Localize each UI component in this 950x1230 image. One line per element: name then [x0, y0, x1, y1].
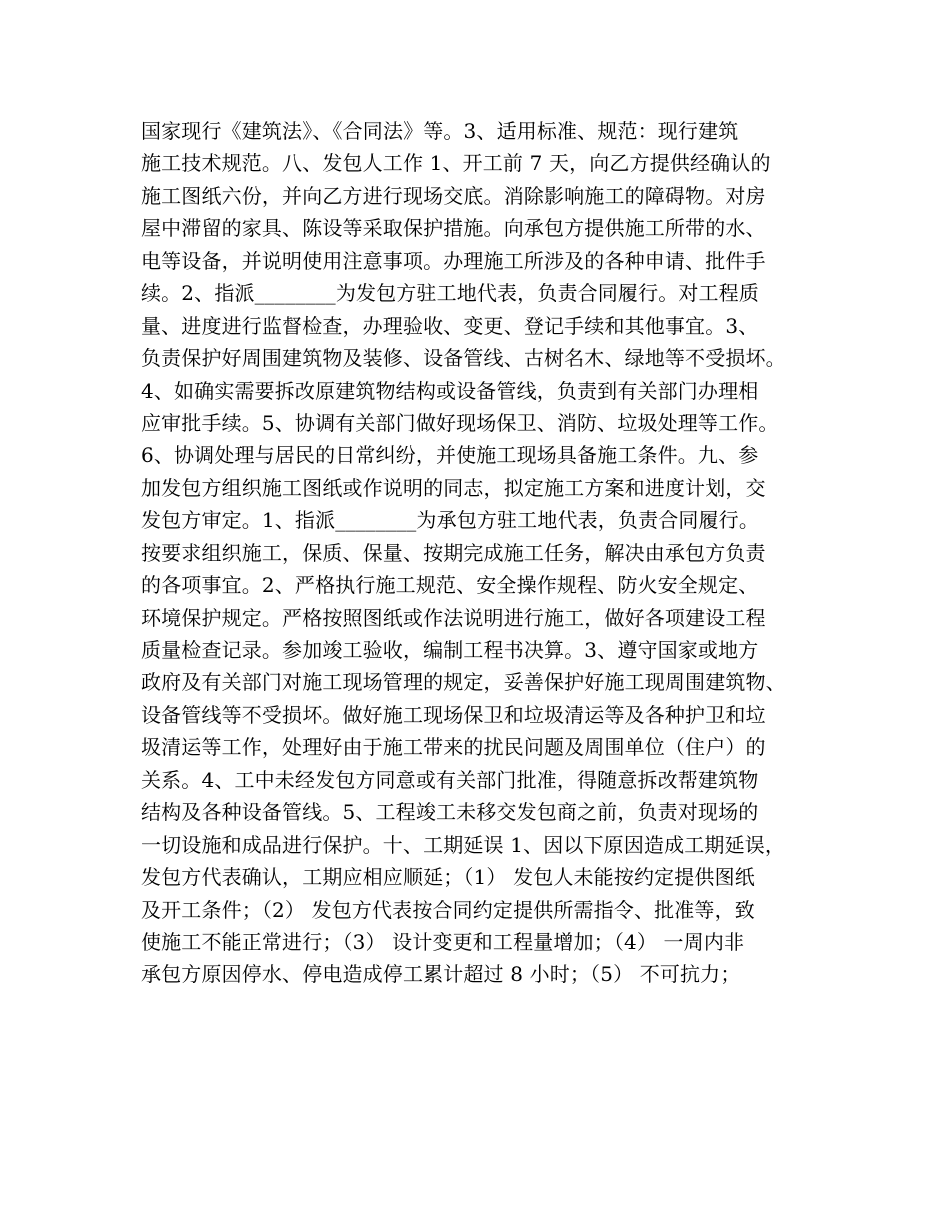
text-line: 4、如确实需要拆改原建筑物结构或设备管线，负责到有关部门办理相: [141, 378, 759, 403]
text-line: 施工图纸六份，并向乙方进行现场交底。消除影响施工的障碍物。对房: [141, 183, 766, 208]
text-line: 使施工不能正常进行；（3） 设计变更和工程量增加；（4） 一周内非: [141, 929, 745, 954]
text-line: 关系。4、工中未经发包方同意或有关部门批准，得随意拆改帮建筑物: [141, 767, 759, 792]
text-line: 设备管线等不受损坏。做好施工现场保卫和垃圾清运等及各种护卫和垃: [141, 702, 766, 727]
text-line: 一切设施和成品进行保护。十、工期延误 1、因以下原因造成工期延误，: [141, 832, 786, 857]
text-line: 电等设备，并说明使用注意事项。办理施工所涉及的各种申请、批件手: [141, 248, 766, 273]
text-line: 应审批手续。5、协调有关部门做好现场保卫、消防、垃圾处理等工作。: [141, 410, 779, 435]
text-line: 屋中滞留的家具、陈设等采取保护措施。向承包方提供施工所带的水、: [141, 216, 766, 241]
text-line: 发包方代表确认，工期应相应顺延；（1） 发包人未能按约定提供图纸: [141, 865, 755, 890]
text-line: 续。2、指派________为发包方驻工地代表，负责合同履行。对工程质: [141, 281, 759, 306]
text-line: 圾清运等工作，处理好由于施工带来的扰民问题及周围单位（住户）的: [141, 735, 766, 760]
text-line: 质量检查记录。参加竣工验收，编制工程书决算。3、遵守国家或地方: [141, 638, 759, 662]
text-line: 按要求组织施工，保质、保量、按期完成施工任务，解决由承包方负责: [141, 540, 766, 565]
text-line: 国家现行《建筑法》、《合同法》等。3、适用标准、规范：现行建筑: [141, 119, 739, 143]
text-line: 6、协调处理与居民的日常纠纷，并使施工现场具备施工条件。九、参: [141, 443, 759, 468]
text-line: 承包方原因停水、停电造成停工累计超过 8 小时；（5） 不可抗力；: [141, 962, 741, 987]
text-line: 结构及各种设备管线。5、工程竣工未移交发包商之前，负责对现场的: [141, 800, 759, 825]
text-line: 施工技术规范。八、发包人工作 1、开工前 7 天，向乙方提供经确认的: [141, 151, 771, 176]
text-line: 环境保护规定。严格按照图纸或作法说明进行施工，做好各项建设工程: [141, 605, 766, 630]
text-line: 负责保护好周围建筑物及装修、设备管线、古树名木、绿地等不受损坏。: [141, 346, 786, 371]
text-line: 发包方审定。1、指派________为承包方驻工地代表，负责合同履行。: [141, 508, 759, 533]
text-line: 加发包方组织施工图纸或作说明的同志，拟定施工方案和进度计划，交: [141, 475, 766, 500]
text-line: 量、进度进行监督检查，办理验收、变更、登记手续和其他事宜。3、: [141, 313, 759, 338]
contract-body-text: [141, 115, 831, 991]
text-line: 政府及有关部门对施工现场管理的规定，妥善保护好施工现周围建筑物、: [141, 670, 786, 695]
text-line: 的各项事宜。2、严格执行施工规范、安全操作规程、防火安全规定、: [141, 573, 759, 598]
text-line: 及开工条件；（2） 发包方代表按合同约定提供所需指令、批准等，致: [141, 897, 755, 922]
